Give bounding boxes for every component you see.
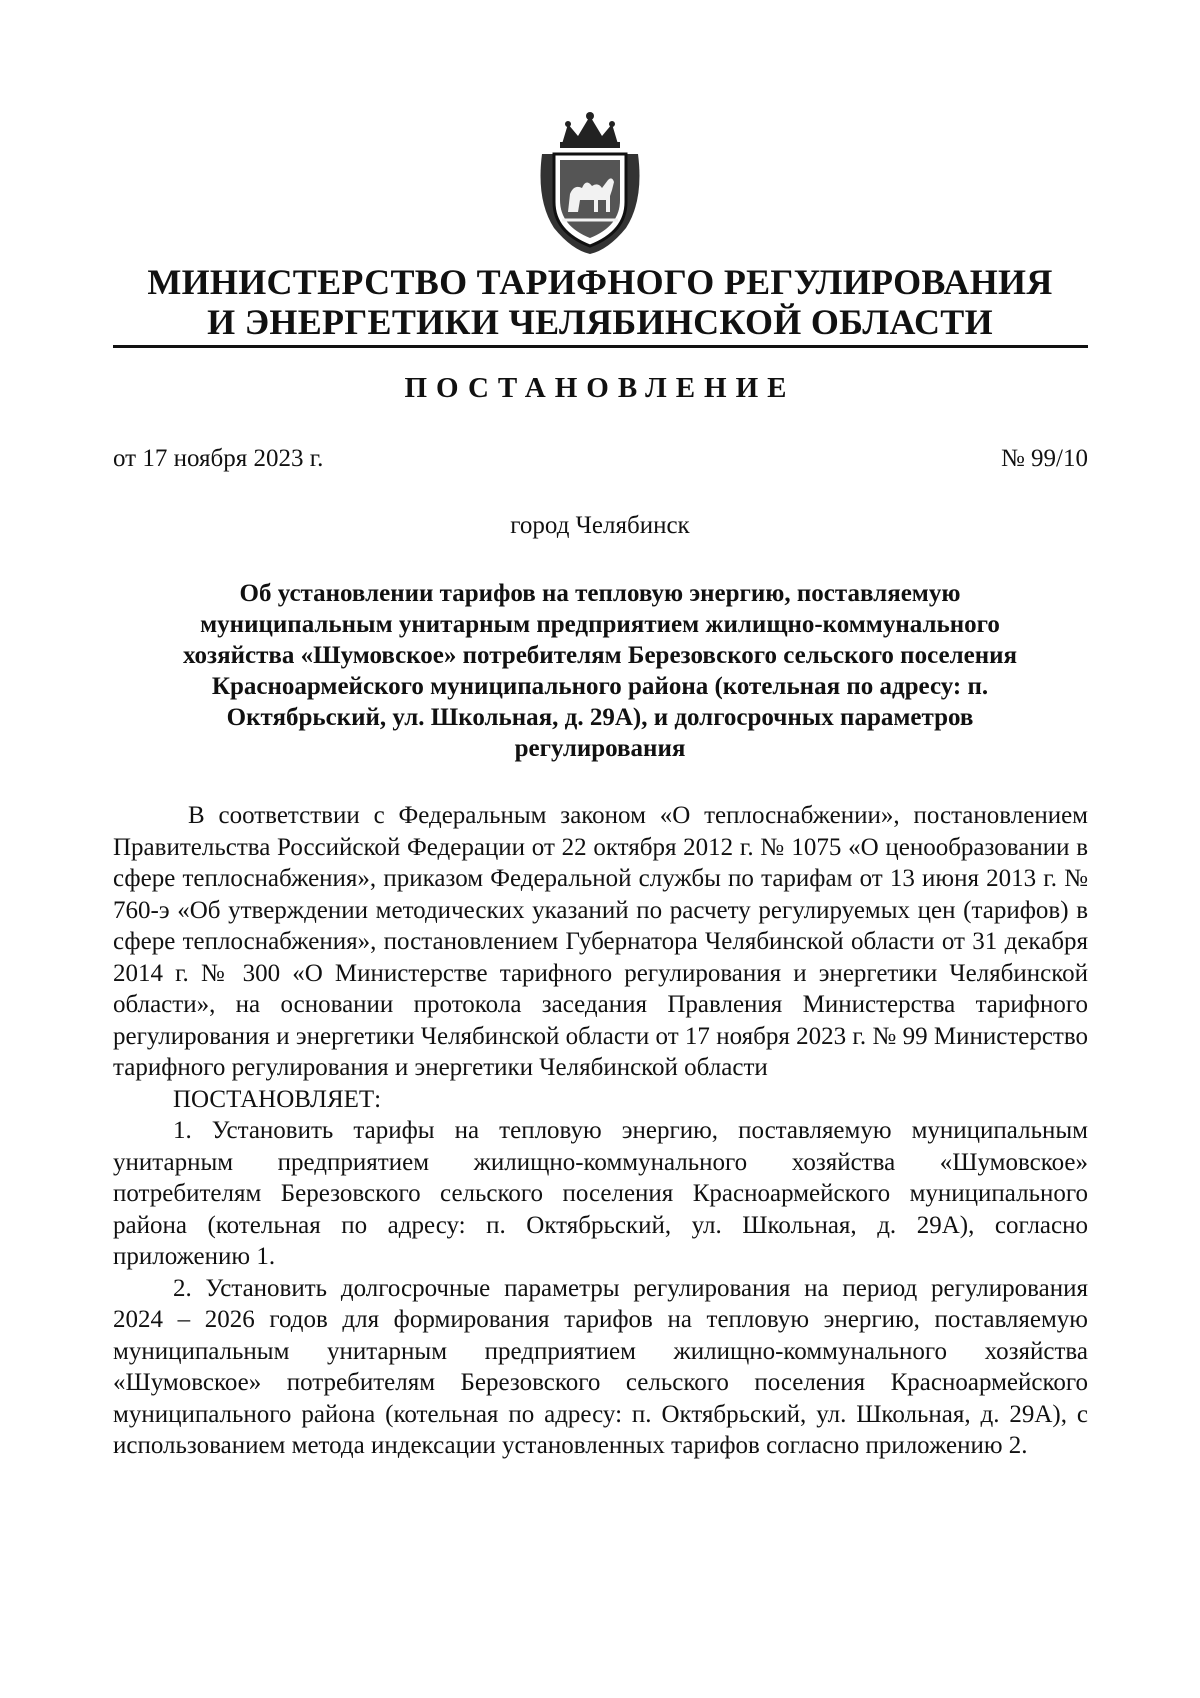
ministry-title	[100, 262, 1100, 342]
document-subject: Об установлении тарифов на тепловую энергию, поставляемую муниципальным унитарным предприятием жилищно-коммунального хозяйства «Шумовское» потребителям Березовского сельского поселения Красноармейского муниципального района (котельная по адресу: п. Октябрьский, ул. Школьная, д. 29А), и долгосрочных параметров регулирования	[182, 580, 1018, 762]
item-2-paragraph: 2. Установить долгосрочные параметры регулирования на период регулирования 2024 – 2026 годов для формирования тарифов на тепловую энергию, поставляемую муниципальным унитарным предприятием жилищно-коммунального хозяйства «Шумовское» потребителям Березовского сельского поселения Красноармейского муниципального района (котельная по адресу: п. Октябрьский, ул. Школьная, д. 29А), с использованием метода индексации установленных тарифов согласно приложению 2.	[113, 1274, 1088, 1459]
item-1-paragraph: 1. Установить тарифы на тепловую энергию, поставляемую муниципальным унитарным предприятием жилищно-коммунального хозяйства «Шумовское» потребителям Березовского сельского поселения Красноармейского муниципального района (котельная по адресу: п. Октябрьский, ул. Школьная, д. 29А), согласно приложению 1.	[113, 1117, 1088, 1270]
ministry-title-line1: МИНИСТЕРСТВО ТАРИФНОГО РЕГУЛИРОВАНИЯ	[147, 262, 1053, 302]
resolves-heading: ПОСТАНОВЛЯЕТ:	[173, 1085, 382, 1113]
header-divider	[113, 345, 1088, 348]
document-body	[113, 800, 1088, 1462]
document-city: город Челябинск	[510, 512, 690, 539]
preamble-paragraph: В соответствии с Федеральным законом «О теплоснабжении», постановлением Правительства Российской Федерации от 22 октября 2012 г. № 1075 «О ценообразовании в сфере теплоснабжения», приказом Федеральной службы по тарифам от 13 июня 2013 г. № 760-э «Об утверждении методических указаний по расчету регулируемых цен (тарифов) в сфере теплоснабжения», постановлением Губернатора Челябинской области от 31 декабря 2014 г. № 300 «О Министерстве тарифного регулирования и энергетики Челябинской области», на основании протокола заседания Правления Министерства тарифного регулирования и энергетики Челябинской области от 17 ноября 2023 г. № 99 Министерство тарифного регулирования и энергетики Челябинской области	[113, 802, 1088, 1081]
document-number: № 99/10	[1000, 445, 1088, 472]
document-type: ПОСТАНОВЛЕНИЕ	[404, 372, 796, 404]
document-date: от 17 ноября 2023 г.	[113, 445, 324, 472]
ministry-title-line2: И ЭНЕРГЕТИКИ ЧЕЛЯБИНСКОЙ ОБЛАСТИ	[207, 302, 993, 342]
chelyabinsk-coat-of-arms-icon	[532, 110, 648, 256]
